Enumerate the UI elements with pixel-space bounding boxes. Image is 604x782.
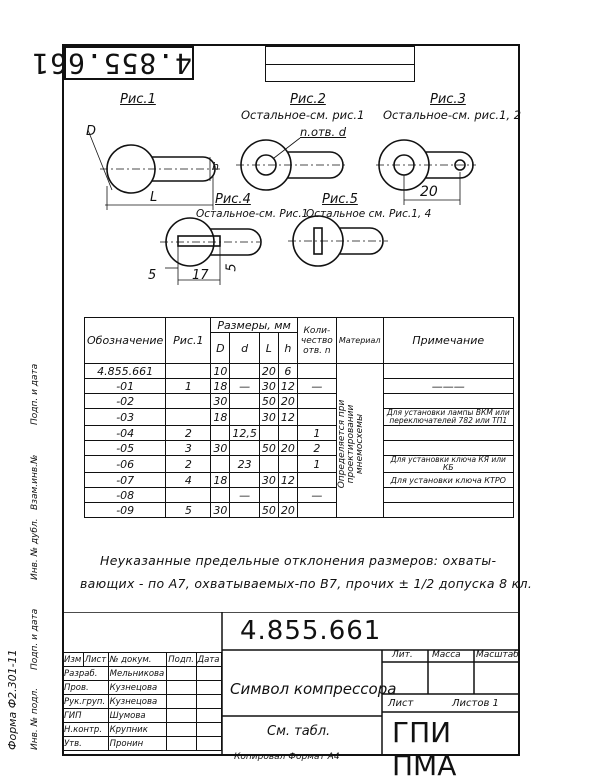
form-code: Форма Ф2.301-11 [6,649,19,750]
table-row: -04 2 12,5 1 [85,426,514,441]
tolerance-note-line2: вающих - по A7, охватываемых-по B7, прочих ± 1/2 допуска 8 кл. [80,576,533,591]
fig5-label: Рис.5 [322,192,358,207]
fig3-label: Рис.3 [430,92,466,107]
doc-title: Символ компрессора [230,680,397,698]
fig2-label: Рис.2 [290,92,326,107]
organization-name: ГПИ ПМА [392,716,457,782]
header-count: Коли-чество отв. n [297,318,336,364]
fig2-hole-note: n.отв. d [300,125,347,139]
header-d-big: D [211,333,230,364]
fig5-note: Остальное см. Рис.1, 4 [306,208,432,220]
header-code: Обозначение [85,318,166,364]
table-row: -07 4 18 30 12 Для установки ключа КТРО [85,473,514,488]
stamp-number: 4.855.661 [31,47,192,80]
fig1-dim-h: h [212,160,219,173]
mass-label: Масса [432,650,461,660]
table-row: -03 18 30 12 Для установки лампы ВКМ или переключателей 782 или ТП1 [85,409,514,426]
fig2-note: Остальное-см. рис.1 [241,108,365,122]
doc-number: 4.855.661 [240,616,382,646]
side-sign-date-1: Подп. и дата [30,363,40,425]
table-row: -08 — — [85,488,514,503]
side-replace-inv: Взам.инв.№ [30,454,40,510]
tolerance-note-line1: Неуказанные предельные отклонения размеров: охваты- [100,553,497,568]
scale-label: Масштаб [476,650,519,660]
lit-label: Лит. [392,650,413,660]
table-row: -01 1 18 — 30 12 — ——— [85,379,514,394]
footer-copy: Копировал Формат А4 [234,752,340,762]
fig4-dim-b: 17 [192,268,209,283]
fig3-note: Остальное-см. рис.1, 2 [383,108,522,122]
fig1-dim-d: D [86,124,97,139]
sheets-label: Листов 1 [452,698,499,709]
material-note: Определяется при проектировании мнемосхемы [336,399,365,489]
fig4-dim-c: 5 [224,263,240,272]
fig4-dim-a: 5 [148,268,157,283]
table-row: -02 30 50 20 [85,394,514,409]
header-h: h [278,333,297,364]
header-fig: Рис.1 [166,318,211,364]
fig4-label: Рис.4 [215,192,251,207]
side-sign-date-2: Подп. и дата [30,608,40,670]
title-block-signatures: Изм Лист № докум. Подп. Дата Разраб. Мельникова Пров. Кузнецова Рук.груп. Кузнецова ГИП Шумова Н.контр. Крупник Утв. Пронин [64,654,220,749]
header-l: L [259,333,278,364]
fig1-label: Рис.1 [120,92,156,107]
header-material: Материал [336,318,383,364]
header-note: Примечание [383,318,513,364]
side-inv-dup: Инв. № дубл. [30,518,40,580]
fig3-dim: 20 [420,184,438,200]
sheet-label: Лист [388,698,414,709]
fig1-dim-l: L [150,190,158,205]
table-row: -05 3 30 50 20 2 [85,441,514,456]
header-d-small: d [230,333,260,364]
table-row: 4.855.661 10 20 6 Определяется при проектировании мнемосхемы [85,364,514,379]
side-column [2,363,56,756]
title-block [62,612,520,782]
spec-table [84,317,514,518]
material-field: См. табл. [267,724,331,739]
side-inv-orig: Инв. № подл. [30,687,40,750]
fig4-note: Остальное-см. Рис.1 [196,208,309,220]
table-row: -09 5 30 50 20 [85,503,514,518]
header-dimensions: Размеры, мм [211,318,298,333]
table-row: -06 2 23 1 Для установки ключа КЯ или КБ [85,456,514,473]
